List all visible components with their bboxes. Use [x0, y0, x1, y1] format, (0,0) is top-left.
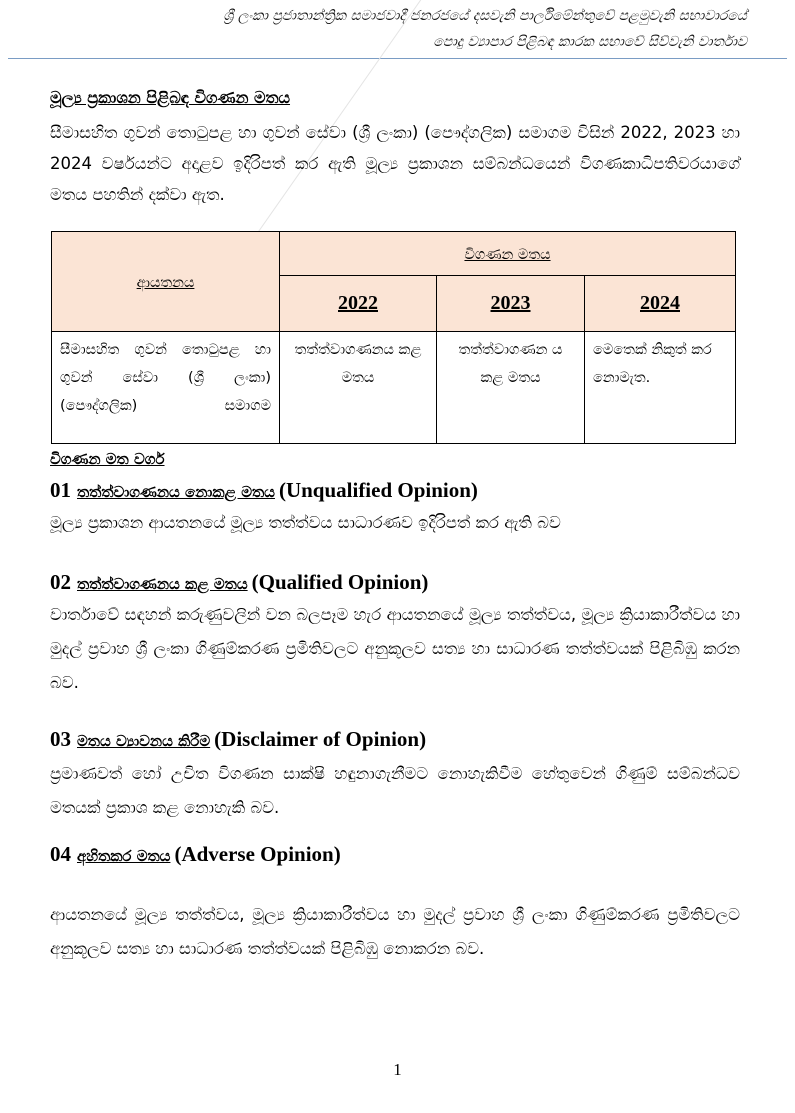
year-header-2024: 2024 — [585, 276, 736, 332]
opinion-types-heading: විගණන මත වර්ග — [50, 450, 165, 468]
opinion-3-heading: 03 මතය ව්‍යාවනය කිරීම (Disclaimer of Opinion) — [50, 727, 427, 751]
opinion-4-text: ආයතනයේ මූල්‍ය තත්ත්වය, මූල්‍ය ක්‍රියාකාරීත්වය හා මුදල් ප්‍රවාහ ශ්‍රී ලංකා ගිණුම්කරණ ප්‍රමිතිවලට අනුකූලව සත්‍ය හා සාධාරණ තත්ත්වයක් පිළිබිඹු නොකරන බව. — [50, 905, 740, 958]
page-number: 1 — [393, 1060, 402, 1079]
header-report-line-2: පොදු ව්‍යාපාර පිළිබඳ කාරක සභාවේ සිව්වැනි වාර්තාව — [433, 34, 747, 50]
opinion-2-heading: 02 තත්ත්වාගණනය කළ මතය (Qualified Opinion) — [50, 570, 429, 594]
opinion-2022-cell: තත්ත්වාගණනය කළ මතය — [280, 332, 437, 444]
opinion-header-label: විගණන මතය — [464, 247, 551, 263]
header-divider — [8, 58, 787, 59]
header-report-line-1: ශ්‍රී ලංකා ප්‍රජාතාන්ත්‍රික සමාජවාදී ජනරජයේ දසවැනි පාර්ලිමේන්තුවේ පළමුවැනි සභාවාරයේ — [223, 8, 747, 24]
entity-header-cell — [52, 232, 280, 332]
opinion-3-text: ප්‍රමාණවත් හෝ උචිත විගණන සාක්ෂි හඳුනාගැනීමට නොහැකිවීම හේතුවෙන් ගිණුම් සම්බන්ධව මතයක් ප්‍රකාශ කළ නොහැකි බව. — [50, 764, 740, 817]
year-header-2023: 2023 — [437, 276, 585, 332]
intro-paragraph: සීමාසහිත ගුවන් තොටුපළ හා ගුවන් සේවා (ශ්‍රී ලංකා) (පෞද්ගලික) සමාගම විසින් 2022, 2023 හා 2024 වර්ෂයන්ට අදාළව ඉදිරිපත් කර ඇති මූල්‍ය ප්‍රකාශන සම්බන්ධයෙන් විගණකාධිපතිවරයාගේ මතය පහතින් දක්වා ඇත. — [50, 123, 740, 204]
audit-opinion-table — [51, 231, 736, 444]
opinion-2024-cell: මෙතෙක් නිකුත් කර නොමැත. — [585, 332, 736, 444]
opinion-4-heading: 04 අහිතකර මතය (Adverse Opinion) — [50, 842, 341, 866]
entity-header-label: ආයතනය — [136, 275, 195, 291]
year-header-2022: 2022 — [280, 276, 437, 332]
entity-name-cell: සීමාසහිත ගුවන් තොටුපළ හා ගුවන් සේවා (ශ්‍රී ලංකා) (පෞද්ගලික) සමාගම — [52, 332, 280, 444]
opinion-2-text: වාර්තාවේ සඳහන් කරුණුවලින් වන බලපෑම හැර ආයතනයේ මූල්‍ය තත්ත්වය, මූල්‍ය ක්‍රියාකාරීත්වය හා මුදල් ප්‍රවාහ ශ්‍රී ලංකා ගිණුම්කරණ ප්‍රමිතිවලට අනුකූලව සත්‍ය හා සාධාරණ තත්ත්වයක් පිළිබිඹු කරන බව. — [50, 605, 740, 692]
section-title: මූල්‍ය ප්‍රකාශන පිළිබඳ විගණන මතය — [50, 88, 291, 107]
opinion-header-cell — [280, 232, 736, 276]
opinion-1-text: මූල්‍ය ප්‍රකාශන ආයතනයේ මූල්‍ය තත්ත්වය සාධාරණව ඉදිරිපත් කර ඇති බව — [50, 513, 561, 532]
opinion-1-heading: 01 තත්ත්වාගණනය නොකළ මතය (Unqualified Opinion) — [50, 478, 478, 502]
opinion-2023-cell: තත්ත්වාගණන ය කළ මතය — [437, 332, 585, 444]
